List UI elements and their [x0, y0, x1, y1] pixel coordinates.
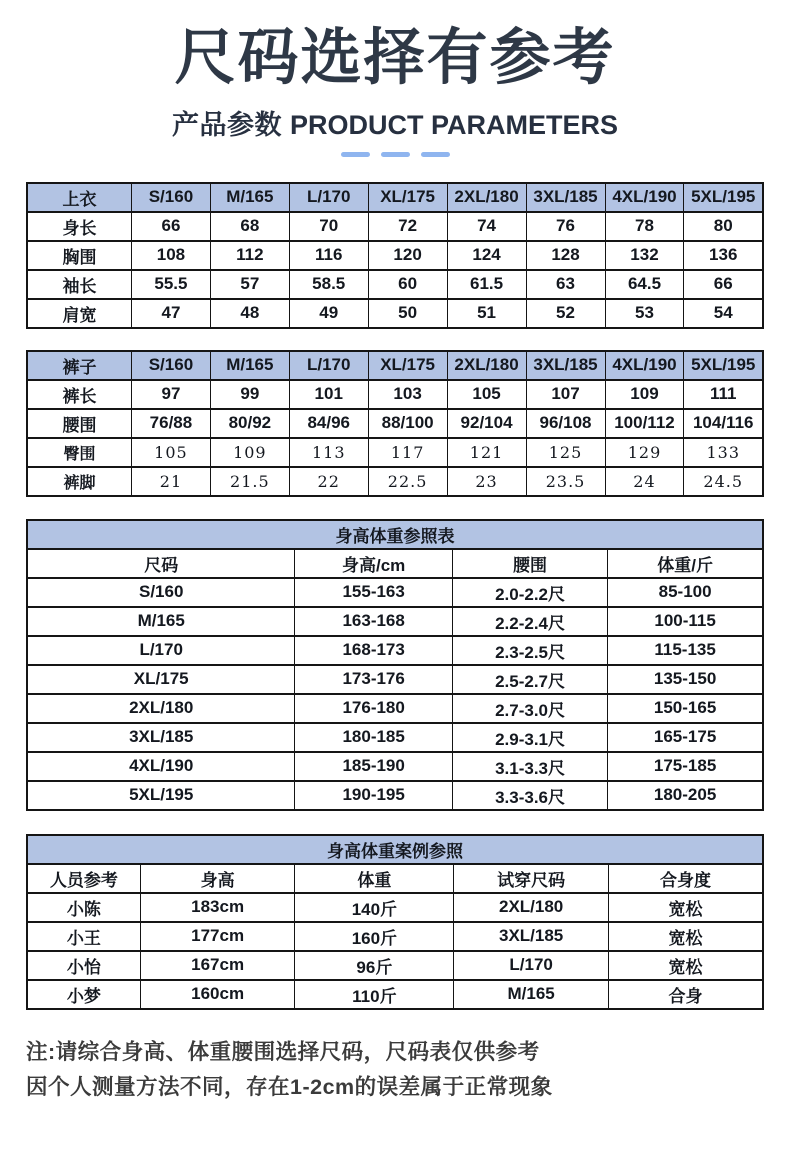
header-cell: 4XL/190 [605, 183, 684, 212]
value-cell: 105 [132, 438, 211, 467]
header-cell: S/160 [132, 183, 211, 212]
subtitle [26, 103, 764, 142]
value-cell: 74 [447, 212, 526, 241]
header-cell: 腰围 [452, 549, 607, 578]
row-label-cell: 臀围 [27, 438, 132, 467]
value-cell: 22.5 [368, 467, 447, 496]
value-cell: 116 [289, 241, 368, 270]
value-cell: 85-100 [608, 578, 763, 607]
height-weight-reference-table [26, 519, 764, 811]
header-cell: 身高/cm [295, 549, 453, 578]
value-cell: 165-175 [608, 723, 763, 752]
value-cell: 103 [368, 380, 447, 409]
value-cell: 47 [132, 299, 211, 328]
row-label-cell: 袖长 [27, 270, 132, 299]
value-cell: 140斤 [295, 893, 454, 922]
height-weight-case-table [26, 834, 764, 1010]
table-row [27, 781, 763, 810]
table-row [27, 665, 763, 694]
value-cell: 180-185 [295, 723, 453, 752]
value-cell: 96/108 [526, 409, 605, 438]
value-cell: 22 [289, 467, 368, 496]
value-cell: 2.9-3.1尺 [452, 723, 607, 752]
table-row [27, 752, 763, 781]
value-cell: 60 [368, 270, 447, 299]
value-cell: 168-173 [295, 636, 453, 665]
value-cell: 160斤 [295, 922, 454, 951]
header-cell: 体重 [295, 864, 454, 893]
value-cell: 宽松 [608, 951, 763, 980]
value-cell: 68 [210, 212, 289, 241]
table-title-row [27, 520, 763, 549]
value-cell: 50 [368, 299, 447, 328]
value-cell: 24 [605, 467, 684, 496]
value-cell: 3.3-3.6尺 [452, 781, 607, 810]
footnote-line-1: 注:请综合身高、体重腰围选择尺码，尺码表仅供参考 [26, 1039, 540, 1064]
row-label-cell: S/160 [27, 578, 295, 607]
value-cell: 76/88 [132, 409, 211, 438]
value-cell: 177cm [140, 922, 295, 951]
table-row [27, 951, 763, 980]
value-cell: 3.1-3.3尺 [452, 752, 607, 781]
value-cell: 61.5 [447, 270, 526, 299]
value-cell: 155-163 [295, 578, 453, 607]
table-row [27, 380, 763, 409]
header-cell: L/170 [289, 351, 368, 380]
header-cell: 5XL/195 [684, 351, 763, 380]
value-cell: 23 [447, 467, 526, 496]
value-cell: 104/116 [684, 409, 763, 438]
value-cell: 80 [684, 212, 763, 241]
header-cell: 尺码 [27, 549, 295, 578]
value-cell: 121 [447, 438, 526, 467]
pants-size-table [26, 350, 764, 497]
value-cell: 57 [210, 270, 289, 299]
table-row [27, 980, 763, 1009]
table-row [27, 270, 763, 299]
row-label-cell: 4XL/190 [27, 752, 295, 781]
value-cell: 53 [605, 299, 684, 328]
value-cell: 110斤 [295, 980, 454, 1009]
header-cell: 人员参考 [27, 864, 140, 893]
value-cell: 113 [289, 438, 368, 467]
row-label-cell: L/170 [27, 636, 295, 665]
value-cell: 128 [526, 241, 605, 270]
value-cell: 173-176 [295, 665, 453, 694]
value-cell: 163-168 [295, 607, 453, 636]
table-row [27, 636, 763, 665]
value-cell: 100-115 [608, 607, 763, 636]
value-cell: 124 [447, 241, 526, 270]
table-row [27, 694, 763, 723]
header-cell: 3XL/185 [526, 351, 605, 380]
value-cell: 167cm [140, 951, 295, 980]
value-cell: 2.3-2.5尺 [452, 636, 607, 665]
value-cell: 72 [368, 212, 447, 241]
value-cell: 3XL/185 [454, 922, 609, 951]
value-cell: 54 [684, 299, 763, 328]
header-cell: 2XL/180 [447, 183, 526, 212]
header-cell: S/160 [132, 351, 211, 380]
header-cell: 合身度 [608, 864, 763, 893]
table-row [27, 409, 763, 438]
table-row [27, 607, 763, 636]
table-header-row [27, 183, 763, 212]
header-cell: 2XL/180 [447, 351, 526, 380]
value-cell: 96斤 [295, 951, 454, 980]
table-row [27, 212, 763, 241]
value-cell: 64.5 [605, 270, 684, 299]
header-cell: 身高 [140, 864, 295, 893]
value-cell: 21 [132, 467, 211, 496]
value-cell: 132 [605, 241, 684, 270]
row-label-cell: 肩宽 [27, 299, 132, 328]
value-cell: 105 [447, 380, 526, 409]
value-cell: 175-185 [608, 752, 763, 781]
value-cell: 176-180 [295, 694, 453, 723]
row-label-cell: 小梦 [27, 980, 140, 1009]
table-row [27, 723, 763, 752]
table-title: 身高体重案例参照 [27, 835, 763, 864]
header-cell: 5XL/195 [684, 183, 763, 212]
header-cell: 裤子 [27, 351, 132, 380]
value-cell: 88/100 [368, 409, 447, 438]
value-cell: 111 [684, 380, 763, 409]
value-cell: 125 [526, 438, 605, 467]
row-label-cell: 腰围 [27, 409, 132, 438]
value-cell: 2.5-2.7尺 [452, 665, 607, 694]
accent-dash [341, 152, 370, 157]
value-cell: 70 [289, 212, 368, 241]
table-row [27, 299, 763, 328]
row-label-cell: 身长 [27, 212, 132, 241]
value-cell: 135-150 [608, 665, 763, 694]
row-label-cell: 3XL/185 [27, 723, 295, 752]
value-cell: 129 [605, 438, 684, 467]
value-cell: 92/104 [447, 409, 526, 438]
value-cell: 宽松 [608, 922, 763, 951]
value-cell: 109 [210, 438, 289, 467]
row-label-cell: XL/175 [27, 665, 295, 694]
header-cell: 试穿尺码 [454, 864, 609, 893]
table-header-row [27, 549, 763, 578]
header-cell: L/170 [289, 183, 368, 212]
header-cell: XL/175 [368, 351, 447, 380]
footnote-line-2: 因个人测量方法不同，存在1-2cm的误差属于正常现象 [26, 1074, 553, 1099]
header-cell: M/165 [210, 351, 289, 380]
value-cell: 55.5 [132, 270, 211, 299]
value-cell: 21.5 [210, 467, 289, 496]
row-label-cell: 小陈 [27, 893, 140, 922]
value-cell: 宽松 [608, 893, 763, 922]
table-header-row [27, 864, 763, 893]
header-cell: 体重/斤 [608, 549, 763, 578]
value-cell: 合身 [608, 980, 763, 1009]
header-cell: 3XL/185 [526, 183, 605, 212]
table-title: 身高体重参照表 [27, 520, 763, 549]
row-label-cell: 裤脚 [27, 467, 132, 496]
value-cell: 150-165 [608, 694, 763, 723]
value-cell: 99 [210, 380, 289, 409]
value-cell: 51 [447, 299, 526, 328]
tops-size-table [26, 182, 764, 329]
value-cell: 101 [289, 380, 368, 409]
value-cell: 76 [526, 212, 605, 241]
page-title: 尺码选择有参考 [174, 23, 616, 91]
value-cell: 48 [210, 299, 289, 328]
header-cell: M/165 [210, 183, 289, 212]
header-cell: 上衣 [27, 183, 132, 212]
value-cell: 100/112 [605, 409, 684, 438]
value-cell: 190-195 [295, 781, 453, 810]
value-cell: 112 [210, 241, 289, 270]
table-row [27, 893, 763, 922]
value-cell: 84/96 [289, 409, 368, 438]
value-cell: 136 [684, 241, 763, 270]
row-label-cell: 裤长 [27, 380, 132, 409]
value-cell: 58.5 [289, 270, 368, 299]
row-label-cell: 小王 [27, 922, 140, 951]
accent-dash [381, 152, 410, 157]
value-cell: 108 [132, 241, 211, 270]
value-cell: 52 [526, 299, 605, 328]
table-row [27, 578, 763, 607]
value-cell: L/170 [454, 951, 609, 980]
value-cell: 23.5 [526, 467, 605, 496]
value-cell: 97 [132, 380, 211, 409]
value-cell: 63 [526, 270, 605, 299]
row-label-cell: M/165 [27, 607, 295, 636]
value-cell: 107 [526, 380, 605, 409]
value-cell: 115-135 [608, 636, 763, 665]
table-row [27, 467, 763, 496]
value-cell: M/165 [454, 980, 609, 1009]
table-row [27, 922, 763, 951]
subtitle-en: PRODUCT PARAMETERS [289, 109, 618, 140]
value-cell: 133 [684, 438, 763, 467]
accent-dashes [26, 152, 764, 158]
value-cell: 185-190 [295, 752, 453, 781]
value-cell: 66 [684, 270, 763, 299]
value-cell: 183cm [140, 893, 295, 922]
value-cell: 78 [605, 212, 684, 241]
accent-dash [421, 152, 450, 157]
row-label-cell: 5XL/195 [27, 781, 295, 810]
row-label-cell: 胸围 [27, 241, 132, 270]
value-cell: 109 [605, 380, 684, 409]
header-cell: 4XL/190 [605, 351, 684, 380]
value-cell: 2XL/180 [454, 893, 609, 922]
subtitle-cn: 产品参数 [171, 109, 282, 140]
value-cell: 2.2-2.4尺 [452, 607, 607, 636]
footnote [26, 1035, 764, 1105]
value-cell: 180-205 [608, 781, 763, 810]
table-row [27, 438, 763, 467]
table-row [27, 241, 763, 270]
row-label-cell: 2XL/180 [27, 694, 295, 723]
value-cell: 2.7-3.0尺 [452, 694, 607, 723]
value-cell: 2.0-2.2尺 [452, 578, 607, 607]
header-cell: XL/175 [368, 183, 447, 212]
value-cell: 66 [132, 212, 211, 241]
value-cell: 160cm [140, 980, 295, 1009]
value-cell: 24.5 [684, 467, 763, 496]
table-title-row [27, 835, 763, 864]
row-label-cell: 小怡 [27, 951, 140, 980]
value-cell: 120 [368, 241, 447, 270]
value-cell: 80/92 [210, 409, 289, 438]
table-header-row [27, 351, 763, 380]
value-cell: 117 [368, 438, 447, 467]
value-cell: 49 [289, 299, 368, 328]
